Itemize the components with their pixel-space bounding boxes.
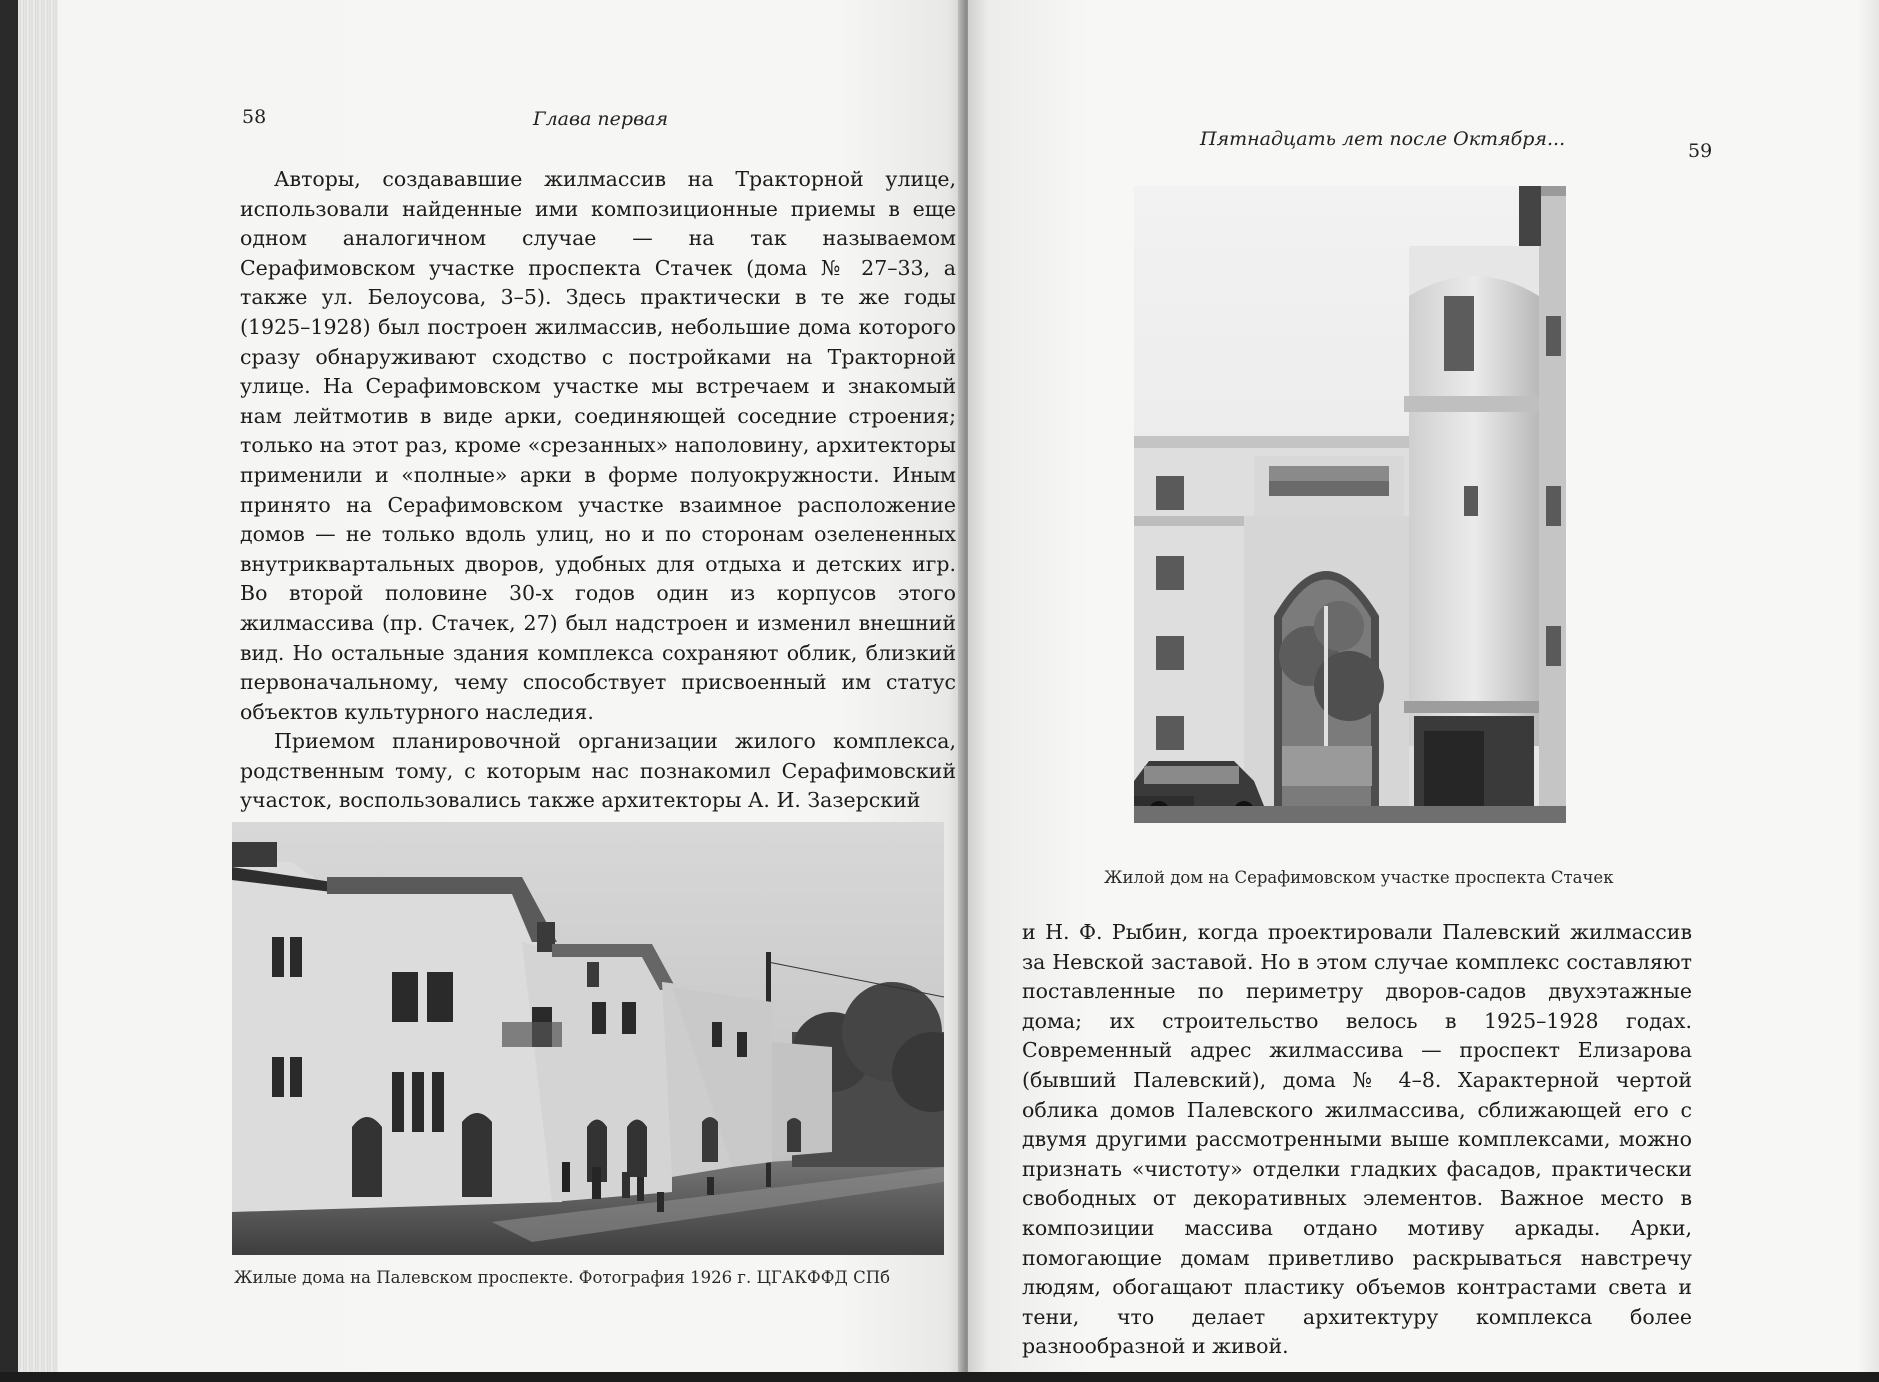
running-head-right: Пятнадцать лет после Октября... (1200, 128, 1566, 150)
running-head-left: Глава первая (533, 108, 669, 130)
background-strip (0, 1372, 1879, 1382)
photo-palevsky-houses (232, 822, 944, 1255)
paragraph: и Н. Ф. Рыбин, когда проектировали Палевский жилмассив за Невской заставой. Но в этом случае комплекс составляют поставленные по периметру дворов-садов двухэтажные дома; их строительство велось в 1925–1928 годах. Современный адрес жилмассива — проспект Елизарова (бывший Палевский), дома № 4–8. Характерной чертой облика домов Палевского жилмассива, сближающей его с двумя другими рассмотренными выше комплексами, можно признать «чистоту» отделки гладких фасадов, практически свободных от декоративных элементов. Важное место в композиции массива отдано мотиву аркады. Арки, помогающие домам приветливо раскрываться навстречу людям, обогащают пластику объемов контрастами света и тени, что делает архитектуру комплекса более разнообразной и живой. (1022, 920, 1692, 1359)
paragraph: Авторы, создававшие жилмассив на Тракторной улице, использовали найденные ими композиционные приемы в еще одном аналогичном случае — на так называемом Серафимовском участке проспекта Стачек (дома № 27–33, а также ул. Белоусова, 3–5). Здесь практически в те же годы (1925–1928) был построен жилмассив, небольшие дома которого сразу обнаруживают сходство с постройками на Тракторной улице. На Серафимовском участке мы встречаем и знакомый нам лейтмотив в виде арки, соединяющей соседние строения; только на этот раз, кроме «срезанных» наполовину, архитекторы применили и «полные» арки в форме полуокружности. Иным принято на Серафимовском участке взаимное расположение домов — не только вдоль улиц, но и по сторонам озелененных внутриквартальных дворов, удобных для отдыха и детских игр. Во второй половине 30-х годов один из корпусов этого жилмассива (пр. Стачек, 27) был надстроен и изменил внешний вид. Но остальные здания комплекса сохраняют облик, близкий первоначальному, чему способствует присвоенный им статус объектов культурного наследия. (240, 167, 956, 724)
right-body-text (1022, 918, 1692, 1362)
page-number-right: 59 (1688, 140, 1713, 162)
caption-left-photo: Жилые дома на Палевском проспекте. Фотография 1926 г. ЦГАКФФД СПб (234, 1268, 891, 1287)
right-page (968, 0, 1879, 1372)
left-body-text (240, 165, 956, 816)
page-number-left: 58 (242, 106, 267, 128)
left-page (18, 0, 964, 1372)
photo-serafimovsky-arch (1134, 186, 1566, 823)
page-edges (18, 0, 58, 1372)
paragraph: Приемом планировочной организации жилого комплекса, родственным тому, с которым нас познакомил Серафимовский участок, воспользовались также архитекторы А. И. Зазерский (240, 729, 956, 813)
caption-right-photo: Жилой дом на Серафимовском участке проспекта Стачек (1104, 868, 1614, 887)
